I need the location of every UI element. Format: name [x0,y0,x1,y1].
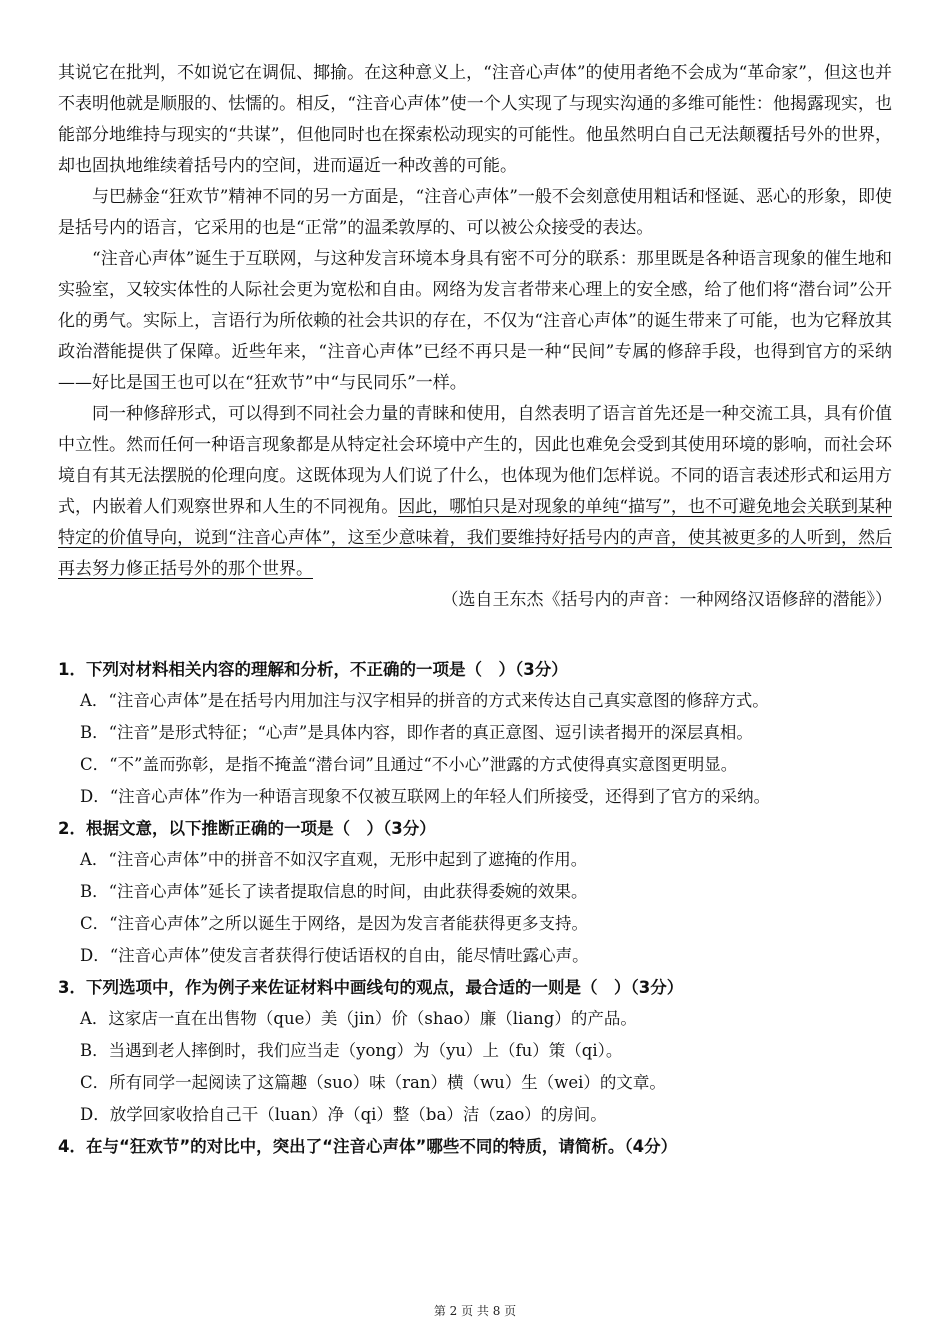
question-1-option-d: D．“注音心声体”作为一种语言现象不仅被互联网上的年轻人们所接受，还得到了官方的采纳。 [80,787,771,806]
question-4 [58,1131,892,1162]
question-1-title: 1．下列对材料相关内容的理解和分析，不正确的一项是（ ）（3分） [58,660,568,679]
question-2-option-b: B．“注音心声体”延长了读者提取信息的时间，由此获得委婉的效果。 [80,882,588,901]
underlined-sentence: 因此，哪怕只是对现象的单纯“描写”，也不可避免地会关联到某种特定的价值导向，说到“注音心声体”，这至少意味着，我们要维持好括号内的声音，使其被更多的人听到，然后再去努力修正括号外的那个世界。 [58,497,892,579]
page-footer: 第 2 页 共 8 页 [433,1304,517,1318]
question-3-option-a: A．这家店一直在出售物（que）美（jin）价（shao）廉（liang）的产品。 [80,1009,637,1028]
article-source: （选自王东杰《括号内的声音：一种网络汉语修辞的潜能》） [441,590,892,610]
question-1-option-a: A．“注音心声体”是在括号内用加注与汉字相异的拼音的方式来传达自己真实意图的修辞方式。 [80,691,769,710]
question-list [58,654,892,1162]
question-3-option-c: C．所有同学一起阅读了这篇趣（suo）味（ran）横（wu）生（wei）的文章。 [80,1073,666,1092]
question-2-title: 2．根据文意，以下推断正确的一项是（ ）（3分） [58,819,436,838]
article-paragraph-1: 其说它在批判，不如说它在调侃、揶揄。在这种意义上，“注音心声体”的使用者绝不会成为“革命家”，但这也并不表明他就是顺服的、怯懦的。相反，“注音心声体”使一个人实现了与现实沟通的多维可能性：他揭露现实，也能部分地维持与现实的“共谋”，但他同时也在探索松动现实的可能性。他虽然明白自己无法颠覆括号外的世界，却也固执地维续着括号内的空间，进而逼近一种改善的可能。 [58,63,892,176]
article-paragraph-3: “注音心声体”诞生于互联网，与这种发言环境本身具有密不可分的联系：那里既是各种语言现象的催生地和实验室，又较实体性的人际社会更为宽松和自由。网络为发言者带来心理上的安全感，给了他们将“潜台词”公开化的勇气。实际上，言语行为所依赖的社会共识的存在，不仅为“注音心声体”的诞生带来了可能，也为它释放其政治潜能提供了保障。近些年来，“注音心声体”已经不再只是一种“民间”专属的修辞手段，也得到官方的采纳——好比是国王也可以在“狂欢节”中“与民同乐”一样。 [58,249,892,393]
question-2-option-d: D．“注音心声体”使发言者获得行使话语权的自由，能尽情吐露心声。 [80,946,589,965]
question-4-title: 4．在与“狂欢节”的对比中，突出了“注音心声体”哪些不同的特质，请简析。（4分） [58,1137,678,1156]
article-paragraph-4 [58,399,892,585]
exam-page [58,58,892,1162]
question-1-option-b: B．“注音”是形式特征；“心声”是具体内容，即作者的真正意图、逗引读者揭开的深层真相。 [80,723,753,742]
question-2 [58,813,892,972]
question-2-option-a: A．“注音心声体”中的拼音不如汉字直观，无形中起到了遮掩的作用。 [80,850,588,869]
question-3-option-d: D．放学回家收拾自己干（luan）净（qi）整（ba）洁（zao）的房间。 [80,1105,607,1124]
question-1 [58,654,892,813]
question-1-option-c: C．“不”盖而弥彰，是指不掩盖“潜台词”且通过“不小心”泄露的方式使得真实意图更明显。 [80,755,738,774]
article-paragraph-2: 与巴赫金“狂欢节”精神不同的另一方面是，“注音心声体”一般不会刻意使用粗话和怪诞、恶心的形象，即使是括号内的语言，它采用的也是“正常”的温柔敦厚的、可以被公众接受的表达。 [58,187,892,238]
question-3-option-b: B．当遇到老人摔倒时，我们应当走（yong）为（yu）上（fu）策（qi）。 [80,1041,623,1060]
question-2-option-c: C．“注音心声体”之所以诞生于网络，是因为发言者能获得更多支持。 [80,914,588,933]
question-3-title: 3．下列选项中，作为例子来佐证材料中画线句的观点，最合适的一则是（ ）（3分） [58,978,684,997]
question-3 [58,972,892,1131]
article-paragraph-4-plain: 同一种修辞形式，可以得到不同社会力量的青睐和使用，自然表明了语言首先还是一种交流工具，具有价值中立性。然而任何一种语言现象都是从特定社会环境中产生的，因此也难免会受到其使用环境的影响，而社会环境自有其无法摆脱的伦理向度。这既体现为人们说了什么，也体现为他们怎样说。不同的语言表述形式和运用方式，内嵌着人们观察世界和人生的不同视角。 [58,404,892,517]
